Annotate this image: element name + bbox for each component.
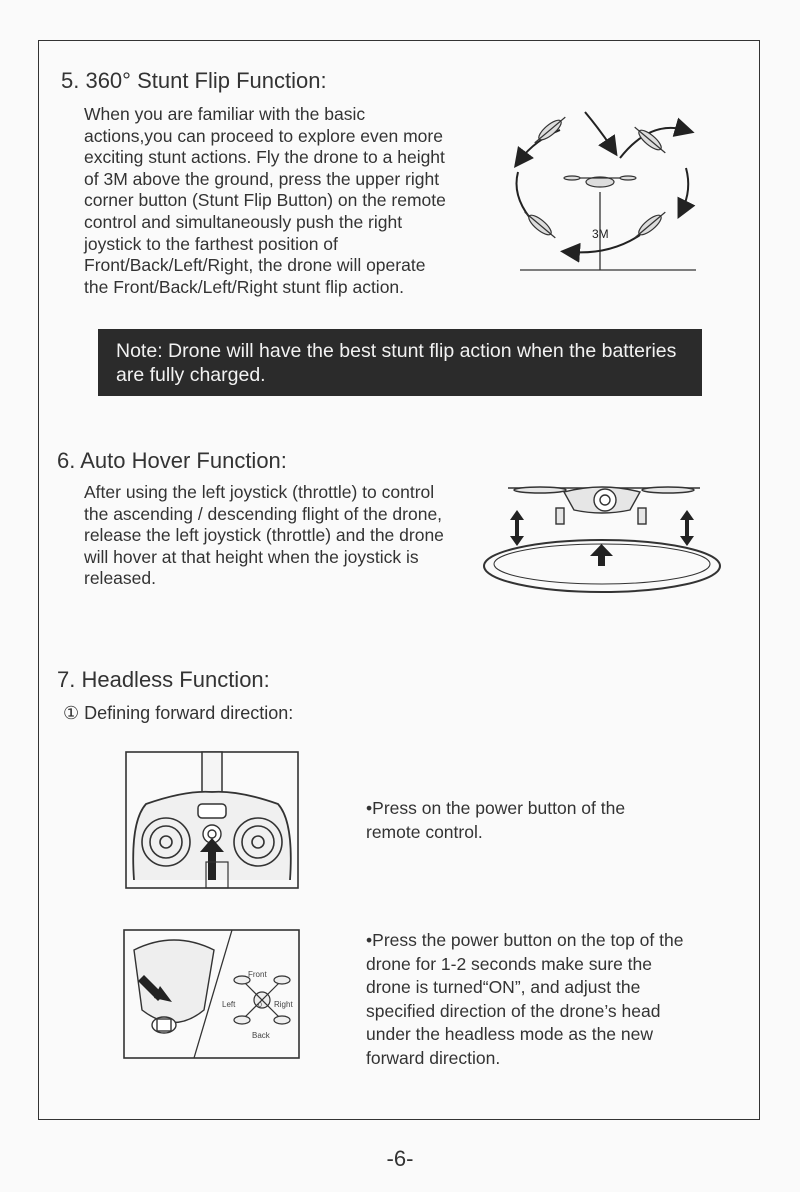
stunt-flip-line: joystick to the farthest position of	[84, 233, 338, 254]
note-line: Note: Drone will have the best stunt flip action when the batteries	[116, 340, 677, 362]
up-down-arrow-icon	[510, 510, 524, 546]
headless-step	[63, 703, 293, 724]
page-number: -6-	[386, 1146, 414, 1171]
stunt-flip-line: exciting stunt actions. Fly the drone to a height	[84, 147, 445, 168]
auto-hover-illustration	[480, 478, 725, 598]
height-label: 3M	[592, 227, 609, 241]
stunt-flip-line: of 3M above the ground, press the upper right	[84, 168, 440, 189]
bullet-line	[366, 797, 706, 821]
stunt-flip-heading: 5. 360° Stunt Flip Function:	[61, 68, 327, 93]
bullet-line: drone is turned“ON”, and adjust the	[366, 977, 641, 998]
bullet-text: Press the power button on the top of the	[372, 930, 684, 950]
stunt-flip-line: actions,you can proceed to explore even more	[84, 125, 443, 146]
auto-hover-line: After using the left joystick (throttle) to control	[84, 482, 435, 502]
stunt-flip-line: the Front/Back/Left/Right stunt flip action.	[84, 276, 405, 297]
stunt-flip-line: When you are familiar with the basic	[84, 104, 366, 124]
bullet-marker: •	[366, 930, 373, 950]
auto-hover-line: the ascending / descending flight of the drone,	[84, 503, 443, 524]
hovering-drone-icon	[564, 176, 636, 187]
bullet-line: under the headless mode as the new	[366, 1024, 653, 1045]
headless-heading: 7. Headless Function:	[57, 667, 270, 692]
auto-hover-line: released.	[84, 568, 156, 589]
up-down-arrow-icon	[680, 510, 694, 546]
direction-right: Right	[274, 1000, 293, 1009]
flip-arrow-right-side	[682, 168, 688, 210]
drone-icon	[508, 487, 700, 524]
antenna	[202, 752, 222, 792]
remote-control-illustration	[126, 752, 298, 888]
direction-center: 0	[258, 1002, 262, 1009]
bullet-marker: •	[366, 798, 373, 818]
up-arrow-icon	[590, 544, 613, 566]
bullet-line: specified direction of the drone’s head	[366, 1000, 661, 1021]
bullet-line: remote control.	[366, 821, 483, 842]
direction-back: Back	[252, 1031, 270, 1040]
note-box	[98, 329, 702, 396]
auto-hover-line: release the left joystick (throttle) and the drone	[84, 525, 444, 546]
step-number-marker: ①	[63, 703, 80, 723]
auto-hover-paragraph	[84, 482, 504, 590]
stunt-flip-line: Front/Back/Left/Right, the drone will operate	[84, 255, 426, 276]
bullet-line: drone for 1-2 seconds make sure the	[366, 953, 652, 974]
step-label: Defining forward direction:	[84, 703, 294, 723]
screen	[198, 804, 226, 818]
stunt-flip-paragraph	[84, 104, 504, 298]
stunt-flip-line: corner button (Stunt Flip Button) on the remote	[84, 190, 446, 211]
auto-hover-line: will hover at that height when the joystick is	[84, 546, 419, 567]
stunt-flip-illustration	[500, 100, 710, 280]
flip-arrow-top	[585, 112, 612, 148]
direction-front: Front	[248, 970, 267, 979]
bullet-text: Press on the power button of the	[372, 798, 626, 818]
note-line: are fully charged.	[116, 364, 266, 386]
drone-direction-illustration	[124, 930, 299, 1058]
stunt-flip-line: control and simultaneously push the right	[84, 211, 403, 232]
bullet-power-drone	[366, 929, 746, 1071]
bullet-line: forward direction.	[366, 1047, 501, 1068]
bullet-power-remote	[366, 797, 706, 844]
flip-arrow-left-side	[517, 172, 531, 218]
auto-hover-heading: 6. Auto Hover Function:	[57, 448, 287, 473]
bullet-line	[366, 929, 746, 953]
direction-left: Left	[222, 1000, 236, 1009]
